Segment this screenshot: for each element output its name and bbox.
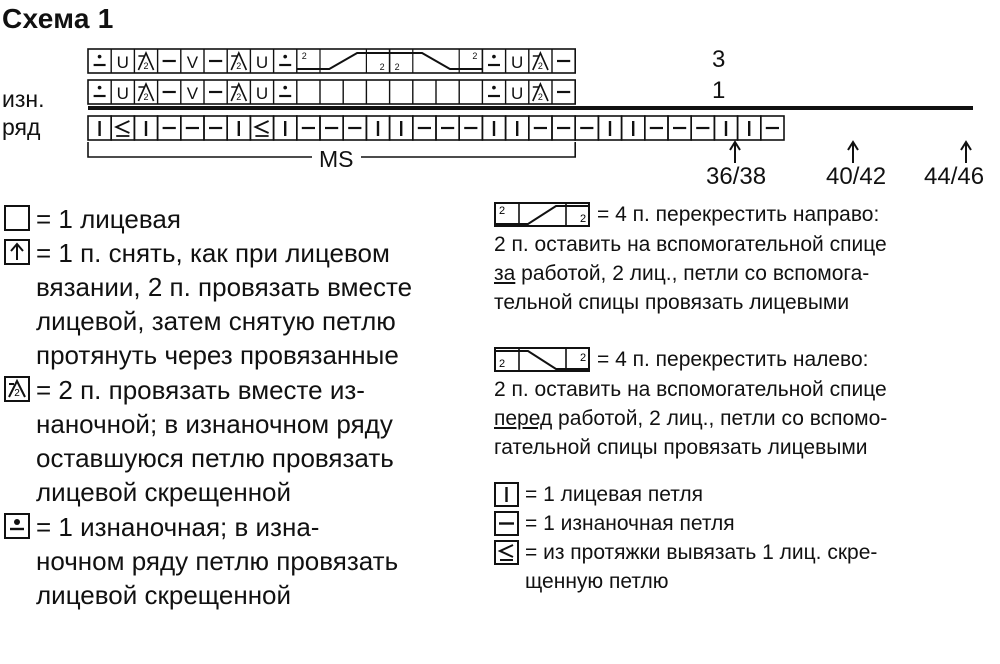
yarn-over-symbol: U — [116, 84, 129, 103]
legend-cable-left-body — [494, 375, 994, 462]
legend-cable-right-first: = 4 п. перекрестить направо: — [597, 203, 880, 226]
purl-together-number: 2 — [537, 61, 543, 71]
chart-row-frame — [88, 80, 575, 104]
page-title: Схема 1 — [2, 3, 114, 34]
legend-purl-together — [4, 373, 394, 509]
chart-base-line — [88, 106, 973, 110]
size-label-36-38: 36/38 — [706, 163, 767, 190]
square-icon — [4, 205, 31, 232]
legend-purl — [4, 510, 398, 612]
legend-purl-stitch-text: = 1 изнаночная петля — [525, 512, 735, 535]
purl-together-number: 2 — [143, 92, 149, 102]
legend-cable-right — [494, 200, 879, 229]
arrow-up-icon — [4, 239, 31, 266]
repeat-label: MS — [312, 148, 361, 171]
legend-twisted-text: = из протяжки вывязать 1 лиц. скре- щенную петлю — [525, 541, 878, 593]
svg-text:2: 2 — [580, 352, 587, 364]
purl-together-number: 2 — [236, 92, 242, 102]
purl-dot-symbol: • — [97, 48, 103, 64]
row-label-row: ряд — [2, 114, 41, 140]
decrease-symbol: V — [186, 84, 199, 103]
size-arrow-1 — [848, 142, 858, 163]
legend-double-decrease — [4, 236, 412, 372]
cable-right-num-b: 2 — [379, 62, 385, 72]
cable-right-num-a: 2 — [301, 51, 307, 61]
size-arrow-0 — [730, 142, 740, 163]
purl-together-number: 2 — [143, 61, 149, 71]
purl-together-icon — [4, 376, 31, 403]
purl-stitch-icon — [494, 511, 520, 537]
row-number-3: 3 — [712, 46, 726, 73]
chart-row-frame — [88, 49, 575, 73]
knit-stitch-icon — [494, 482, 520, 508]
legend-cable-left — [494, 345, 869, 374]
decrease-symbol: V — [186, 53, 199, 72]
legend-knit — [4, 202, 181, 236]
yarn-over-symbol: U — [255, 53, 269, 72]
legend-twisted — [494, 538, 877, 596]
purl-dot-symbol: • — [282, 79, 288, 95]
svg-text:2: 2 — [14, 388, 20, 399]
purl-dot-icon — [4, 513, 31, 540]
legend-cable-left-line2: 2 п. оставить на вспомогательной спице — [494, 378, 887, 401]
cable-right-cross — [297, 53, 390, 69]
purl-dot-symbol: • — [491, 48, 497, 64]
purl-dot-symbol: • — [97, 79, 103, 95]
size-arrow-2 — [961, 142, 971, 163]
legend-knit-stitch-text: = 1 лицевая петля — [525, 483, 704, 506]
row-label-wrong-side: изн. — [2, 86, 45, 112]
purl-dot-symbol: • — [491, 79, 497, 95]
purl-together-number: 2 — [236, 61, 242, 71]
purl-dot-symbol: • — [282, 48, 288, 64]
legend-double-decrease-text: = 1 п. снять, как при лицевом вязании, 2 п. провязать вместе лицевой, затем снятую петлю протянуть через провязанные — [36, 238, 413, 370]
cable-right-icon — [494, 202, 590, 228]
yarn-over-symbol: U — [511, 84, 524, 103]
svg-text:2: 2 — [499, 205, 506, 217]
legend-cable-right-body — [494, 230, 994, 317]
yarn-over-symbol: U — [511, 53, 524, 72]
legend-cable-left-first: = 4 п. перекрестить налево: — [597, 348, 869, 371]
purl-together-number: 2 — [537, 92, 543, 102]
legend-cable-right-under: за — [494, 262, 516, 285]
size-label-40-42: 40/42 — [826, 163, 887, 190]
svg-text:2: 2 — [580, 213, 587, 225]
yarn-over-symbol: U — [255, 84, 269, 103]
legend-cable-left-under: перед — [494, 407, 553, 430]
legend-purl-text: = 1 изнаночная; в изна- ночном ряду петлю провязать лицевой скрещенной — [36, 512, 399, 610]
legend-cable-right-rest: работой, 2 лиц., петли со вспомога- тельной спицы провязать лицевыми — [494, 262, 870, 314]
legend-knit-text: = 1 лицевая — [36, 204, 181, 234]
row-number-1: 1 — [712, 77, 726, 104]
cable-left-cross — [390, 53, 483, 69]
legend-purl-stitch — [494, 509, 735, 538]
cable-left-num-b: 2 — [472, 51, 478, 61]
legend-cable-left-rest: работой, 2 лиц., петли со вспомо- гательной спицы провязать лицевыми — [494, 407, 888, 459]
twisted-knit-icon — [494, 540, 520, 566]
cable-left-num-a: 2 — [394, 62, 400, 72]
yarn-over-symbol: U — [116, 53, 129, 72]
legend-knit-stitch — [494, 480, 703, 509]
twisted-knit-symbol — [255, 121, 268, 136]
size-label-44-46: 44/46 — [924, 163, 985, 190]
svg-text:2: 2 — [499, 358, 506, 370]
legend-cable-right-line2: 2 п. оставить на вспомогательной спице — [494, 233, 887, 256]
legend-purl-together-text: = 2 п. провязать вместе из- наночной; в изнаночном ряду оставшуюся петлю провязать лицевой скрещенной — [36, 375, 394, 507]
cable-left-icon — [494, 347, 590, 373]
twisted-knit-symbol — [116, 121, 129, 136]
